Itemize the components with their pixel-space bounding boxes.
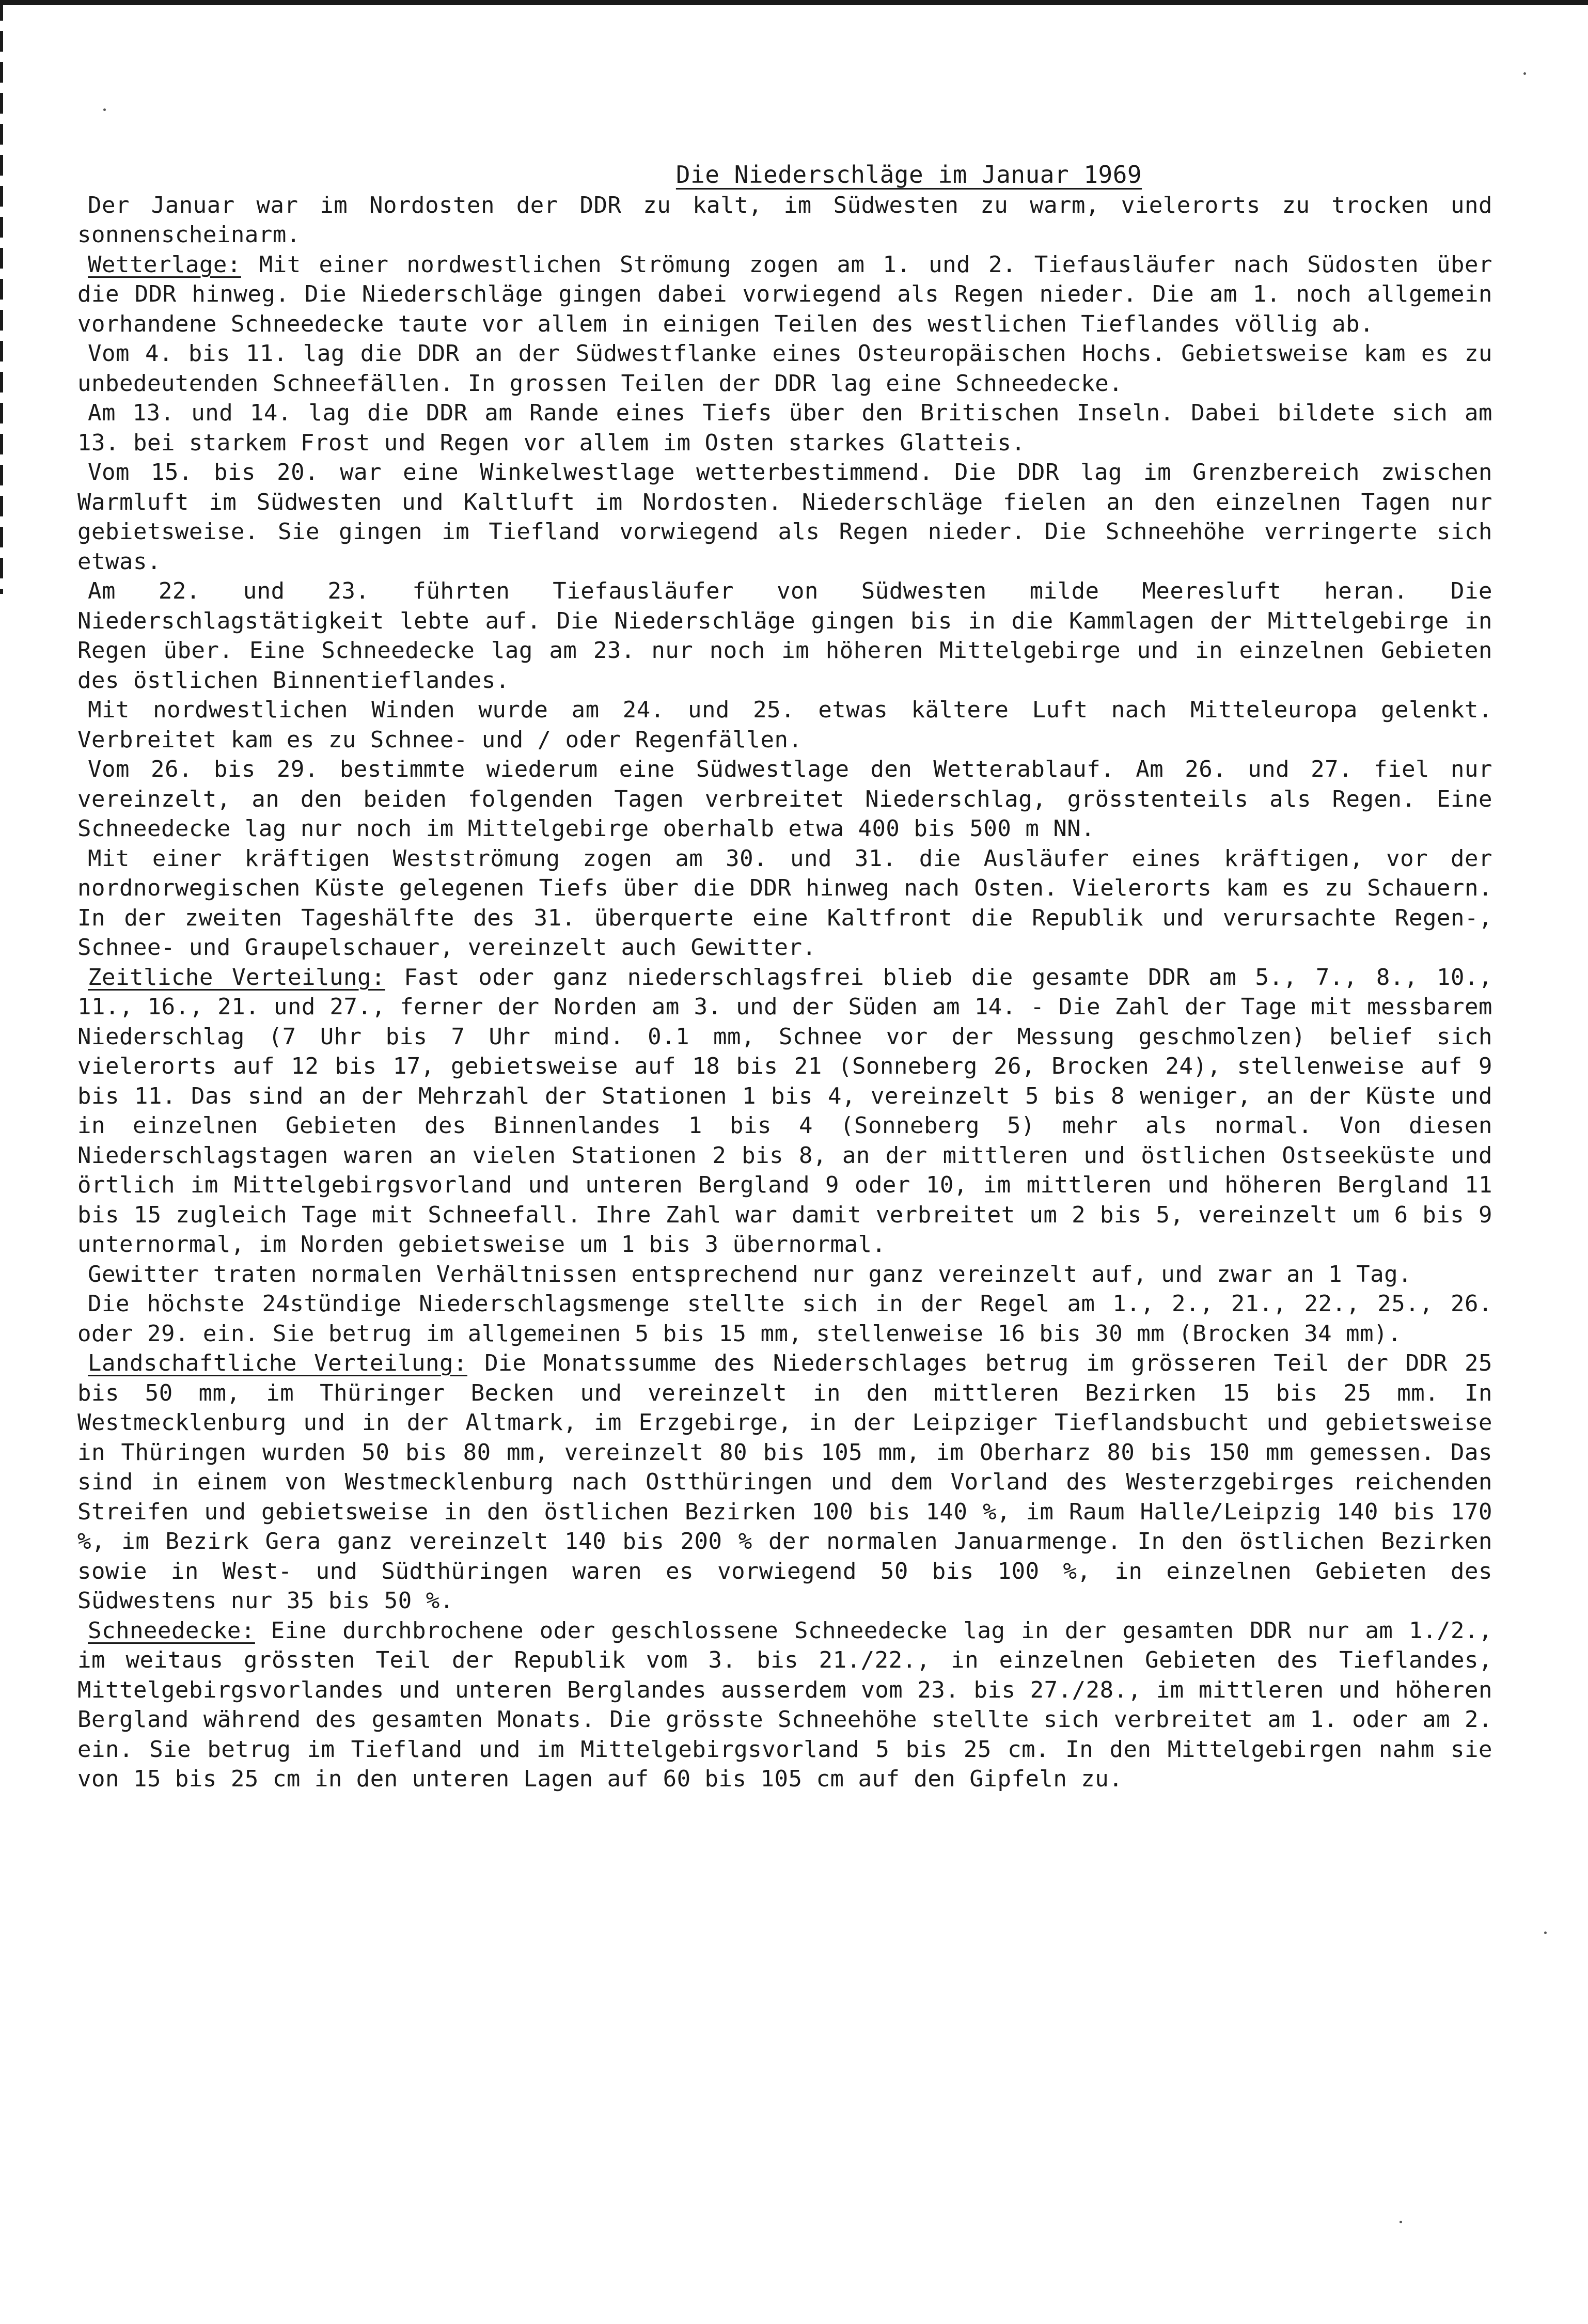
- page-top-edge: [0, 0, 1588, 5]
- paragraph: [77, 844, 1492, 963]
- paragraph-text: Mit einer nordwestlichen Strömung zogen am 1. und 2. Tiefausläufer nach Südosten über die DDR hinweg. Die Niederschläge gingen dabei vorwiegend als Regen nieder. Die am 1. noch allgemein vorhandene Schneedecke taute vor allem in einigen Teilen des westlichen Tieflandes völlig ab.: [77, 251, 1492, 337]
- paragraph-wetterlage: [77, 250, 1492, 339]
- title-wrap: [77, 160, 1492, 191]
- paragraph-text: Vom 4. bis 11. lag die DDR an der Südwestflanke eines Osteuropäischen Hochs. Gebietsweise kam es zu unbedeutenden Schneefällen. In grossen Teilen der DDR lag eine Schneedecke.: [77, 340, 1492, 397]
- section-heading-wetterlage: Wetterlage:: [88, 251, 241, 278]
- document-body: [77, 160, 1492, 1794]
- paragraph: [77, 398, 1492, 458]
- paragraph-text: Die höchste 24stündige Niederschlagsmenge stellte sich in der Regel am 1., 2., 21., 22., 25., 26. oder 29. ein. Sie betrug im allgemeinen 5 bis 15 mm, stellenweise 16 bis 30 mm (Brocken 34 mm).: [77, 1291, 1492, 1347]
- paragraph-text: Gewitter traten normalen Verhältnissen entsprechend nur ganz vereinzelt auf, und zwar an 1 Tag.: [88, 1261, 1412, 1287]
- scan-speck: [103, 108, 106, 111]
- paragraph-text: Am 22. und 23. führten Tiefausläufer von Südwesten milde Meeresluft heran. Die Niederschlagstätigkeit lebte auf. Die Niederschläge gingen bis in die Kammlagen der Mittelgebirge in Regen über. Eine Schneedecke lag am 23. nur noch im höheren Mittelgebirge und in einzelnen Gebieten des östlichen Binnentieflandes.: [77, 578, 1492, 694]
- paragraph-intro: [77, 191, 1492, 250]
- paragraph-text: Mit nordwestlichen Winden wurde am 24. und 25. etwas kältere Luft nach Mitteleuropa gelenkt. Verbreitet kam es zu Schnee- und / oder Regenfällen.: [77, 697, 1492, 753]
- paragraph: [77, 458, 1492, 576]
- paragraph-text: Die Monatssumme des Niederschlages betrug im grösseren Teil der DDR 25 bis 50 mm, im Thüringer Becken und vereinzelt in den mittleren Bezirken 15 bis 25 mm. In Westmecklenburg und in der Altmark, im Erzgebirge, in der Leipziger Tieflandsbucht und gebietsweise in Thüringen wurden 50 bis 80 mm, vereinzelt 80 bis 105 mm, im Oberharz 80 bis 150 mm gemessen. Das sind in einem von Westmecklenburg nach Ostthüringen und dem Vorland des Westerzgebirges reichenden Streifen und gebietsweise in den östlichen Bezirken 100 bis 140 %, im Raum Halle/Leipzig 140 bis 170 %, im Bezirk Gera ganz vereinzelt 140 bis 200 % der normalen Januarmenge. In den östlichen Bezirken sowie in West- und Südthüringen waren es vorwiegend 50 bis 100 %, in einzelnen Gebieten des Südwestens nur 35 bis 50 %.: [77, 1350, 1492, 1614]
- paragraph: [77, 755, 1492, 844]
- page-left-edge: [0, 0, 3, 594]
- paragraph-landschaftliche-verteilung: [77, 1348, 1492, 1616]
- section-heading-zeitliche-verteilung: Zeitliche Verteilung:: [88, 964, 386, 991]
- paragraph: [77, 1260, 1492, 1290]
- scan-speck: [1544, 1932, 1547, 1934]
- paragraph-schneedecke: [77, 1616, 1492, 1794]
- paragraph-text: Eine durchbrochene oder geschlossene Schneedecke lag in der gesamten DDR nur am 1./2., im weitaus grössten Teil der Republik vom 3. bis 21./22., in einzelnen Gebieten des Tieflandes, Mittelgebirgsvorlandes und unteren Berglandes ausserdem vom 23. bis 27./28., im mittleren und höheren Bergland während des gesamten Monats. Die grösste Schneehöhe stellte sich verbreitet am 1. oder am 2. ein. Sie betrug im Tiefland und im Mittelgebirgsvorland 5 bis 25 cm. In den Mittelgebirgen nahm sie von 15 bis 25 cm in den unteren Lagen auf 60 bis 105 cm auf den Gipfeln zu.: [77, 1617, 1492, 1792]
- paragraph-text: Der Januar war im Nordosten der DDR zu kalt, im Südwesten zu warm, vielerorts zu trocken und sonnenscheinarm.: [77, 192, 1492, 248]
- paragraph: [77, 339, 1492, 398]
- paragraph-text: Vom 26. bis 29. bestimmte wiederum eine Südwestlage den Wetterablauf. Am 26. und 27. fiel nur vereinzelt, an den beiden folgenden Tagen verbreitet Niederschlag, grösstenteils als Regen. Eine Schneedecke lag nur noch im Mittelgebirge oberhalb etwa 400 bis 500 m NN.: [77, 756, 1492, 842]
- paragraph: [77, 695, 1492, 755]
- paragraph-text: Am 13. und 14. lag die DDR am Rande eines Tiefs über den Britischen Inseln. Dabei bildete sich am 13. bei starkem Frost und Regen vor allem im Osten starkes Glatteis.: [77, 400, 1492, 456]
- paragraph: [77, 576, 1492, 695]
- document-title: Die Niederschläge im Januar 1969: [675, 161, 1142, 189]
- scan-speck: [1400, 2221, 1402, 2223]
- paragraph: [77, 1289, 1492, 1348]
- scan-speck: [1523, 72, 1526, 75]
- paragraph-text: Fast oder ganz niederschlagsfrei blieb die gesamte DDR am 5., 7., 8., 10., 11., 16., 21. und 27., ferner der Norden am 3. und der Süden am 14. - Die Zahl der Tage mit messbarem Niederschlag (7 Uhr bis 7 Uhr mind. 0.1 mm, Schnee vor der Messung geschmolzen) belief sich vielerorts auf 12 bis 17, gebietsweise auf 18 bis 21 (Sonneberg 26, Brocken 24), stellenweise auf 9 bis 11. Das sind an der Mehrzahl der Stationen 1 bis 4, vereinzelt 5 bis 8 weniger, an der Küste und in einzelnen Gebieten des Binnenlandes 1 bis 4 (Sonneberg 5) mehr als normal. Von diesen Niederschlagstagen waren an vielen Stationen 2 bis 8, an der mittleren und östlichen Ostseeküste und örtlich im Mittelgebirgsvorland und unteren Bergland 9 oder 10, im mittleren und höheren Bergland 11 bis 15 zugleich Tage mit Schneefall. Ihre Zahl war damit verbreitet um 2 bis 5, vereinzelt um 6 bis 9 unternormal, im Norden gebietsweise um 1 bis 3 übernormal.: [77, 964, 1492, 1258]
- section-heading-landschaftliche-verteilung: Landschaftliche Verteilung:: [88, 1350, 467, 1376]
- paragraph-text: Vom 15. bis 20. war eine Winkelwestlage wetterbestimmend. Die DDR lag im Grenzbereich zwischen Warmluft im Südwesten und Kaltluft im Nordosten. Niederschläge fielen an den einzelnen Tagen nur gebietsweise. Sie gingen im Tiefland vorwiegend als Regen nieder. Die Schneehöhe verringerte sich etwas.: [77, 459, 1492, 575]
- section-heading-schneedecke: Schneedecke:: [88, 1617, 255, 1644]
- paragraph-text: Mit einer kräftigen Westströmung zogen am 30. und 31. die Ausläufer eines kräftigen, vor der nordnorwegischen Küste gelegenen Tiefs über die DDR hinweg nach Osten. Vielerorts kam es zu Schauern. In der zweiten Tageshälfte des 31. überquerte eine Kaltfront die Republik und verursachte Regen-, Schnee- und Graupelschauer, vereinzelt auch Gewitter.: [77, 845, 1492, 961]
- paragraph-zeitliche-verteilung: [77, 963, 1492, 1260]
